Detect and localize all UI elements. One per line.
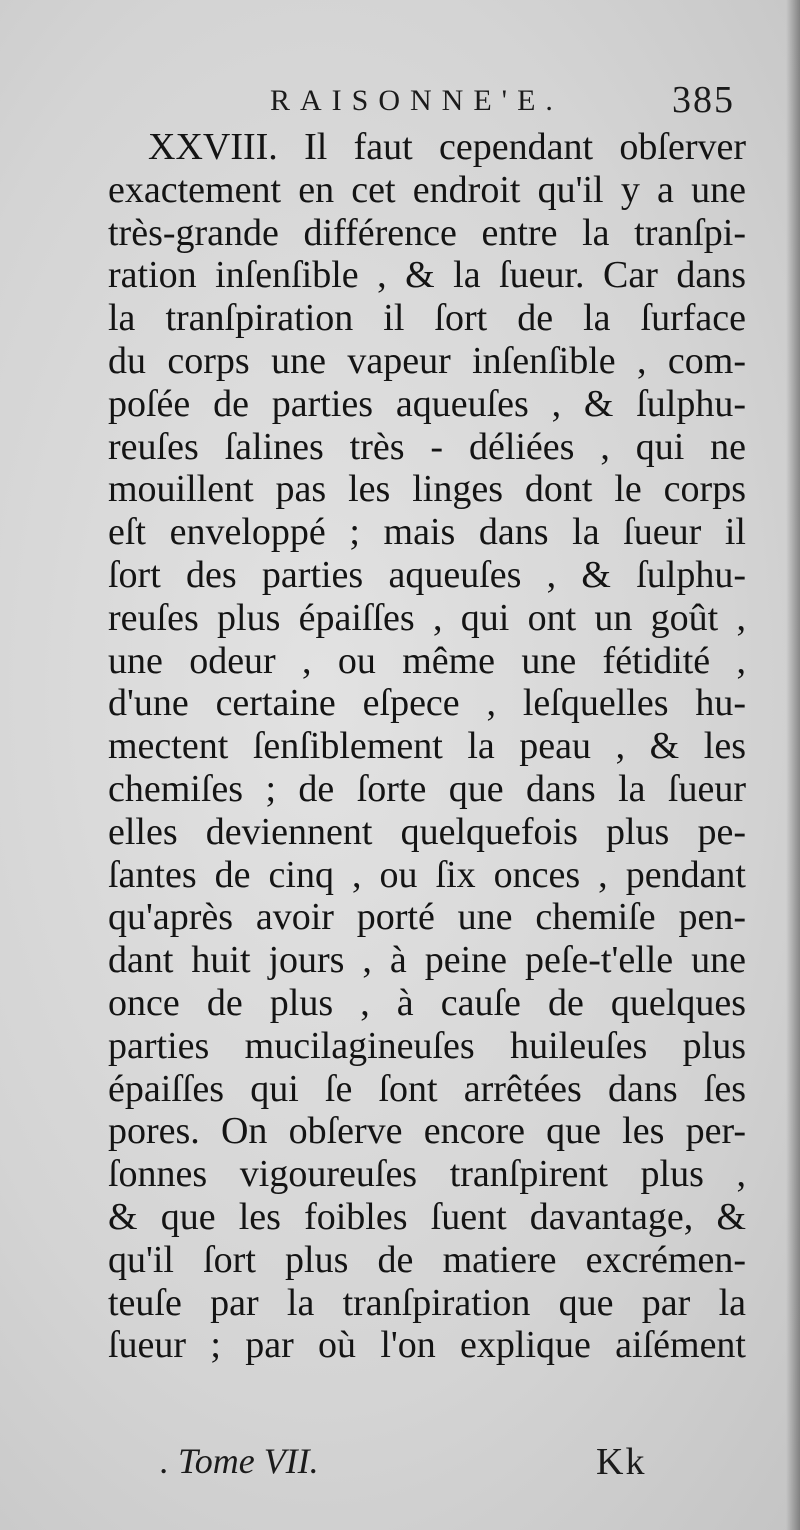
text-line: parties mucilagineuſes huileuſes plus bbox=[108, 1024, 746, 1067]
text-line: ſort des parties aqueuſes , & ſulphu- bbox=[108, 553, 746, 596]
body-text bbox=[108, 126, 746, 1367]
running-head bbox=[0, 78, 800, 128]
page-edge-shadow bbox=[786, 0, 800, 1530]
text-line: poſée de parties aqueuſes , & ſulphu- bbox=[108, 382, 746, 425]
text-line: ſantes de cinq , ou ſix onces , pendant bbox=[108, 853, 746, 896]
text-line: teuſe par la tranſpiration que par la bbox=[108, 1281, 746, 1324]
text-line: la tranſpiration il ſort de la ſurface bbox=[108, 297, 746, 340]
page-number: 385 bbox=[672, 79, 735, 121]
text-line: mouillent pas les linges dont le corps bbox=[108, 468, 746, 511]
page-footer bbox=[0, 1440, 800, 1490]
text-line: ſonnes vigoureuſes tranſpirent plus , bbox=[108, 1153, 746, 1196]
text-line: dant huit jours , à peine peſe-t'elle une bbox=[108, 939, 746, 982]
signature-mark: Kk bbox=[596, 1441, 647, 1483]
text-line: pores. On obſerve encore que les per- bbox=[108, 1110, 746, 1153]
text-line: chemiſes ; de ſorte que dans la ſueur bbox=[108, 767, 746, 810]
text-line: once de plus , à cauſe de quelques bbox=[108, 981, 746, 1024]
text-line: qu'après avoir porté une chemiſe pen- bbox=[108, 896, 746, 939]
text-line: elles deviennent quelquefois plus pe- bbox=[108, 810, 746, 853]
text-line: qu'il ſort plus de matiere excrémen- bbox=[108, 1238, 746, 1281]
text-line: mectent ſenſiblement la peau , & les bbox=[108, 725, 746, 768]
text-line: très-grande différence entre la tranſpi- bbox=[108, 211, 746, 254]
text-line: XXVIII. Il faut cependant obſerver bbox=[148, 126, 746, 168]
text-line: ration inſenſible , & la ſueur. Car dans bbox=[108, 254, 746, 297]
text-line: ſueur ; par où l'on explique aiſément bbox=[108, 1324, 746, 1367]
volume-signature: . Tome VII. bbox=[160, 1441, 319, 1481]
text-line: eſt enveloppé ; mais dans la ſueur il bbox=[108, 511, 746, 554]
text-line: épaiſſes qui ſe ſont arrêtées dans ſes bbox=[108, 1067, 746, 1110]
text-line: reuſes ſalines très - déliées , qui ne bbox=[108, 425, 746, 468]
running-title: RAISONNE'E. bbox=[270, 84, 563, 117]
text-line: une odeur , ou même une fétidité , bbox=[108, 639, 746, 682]
text-line: reuſes plus épaiſſes , qui ont un goût , bbox=[108, 596, 746, 639]
text-line: d'une certaine eſpece , leſquelles hu- bbox=[108, 682, 746, 725]
text-line: exactement en cet endroit qu'il y a une bbox=[108, 168, 746, 211]
text-line: & que les foibles ſuent davantage, & bbox=[108, 1195, 746, 1238]
text-line: du corps une vapeur inſenſible , com- bbox=[108, 339, 746, 382]
